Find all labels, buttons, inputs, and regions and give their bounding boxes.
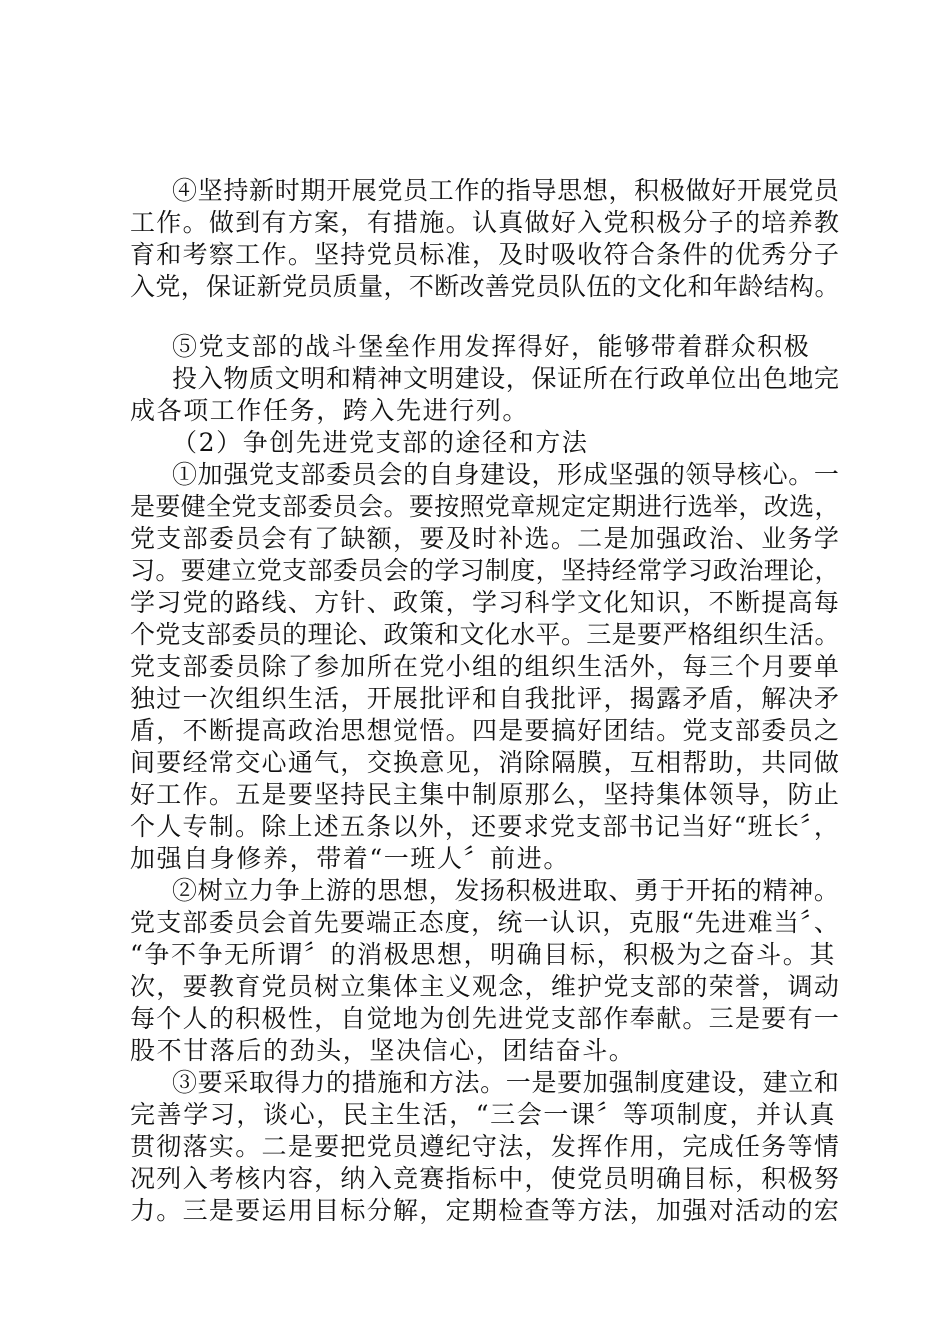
item1-line-7: 党支部委员除了参加所在党小组的组织生活外，每三个月要单 [130,652,841,681]
item3-line-2: 完善学习，谈心，民主生活，“三会一课〞等项制度，并认真 [130,1100,836,1129]
item2-line-6: 股不甘落后的劲头，坚决信心，团结奋斗。 [130,1036,636,1065]
item1-line-4: 习。要建立党支部委员会的学习制度，坚持经常学习政治理论， [130,556,840,585]
item2-line-5: 每个人的积极性，自觉地为创先进党支部作奉献。三是要有一 [130,1004,841,1033]
item3-line-1: ③要采取得力的措施和方法。一是要加强制度建设，建立和 [172,1068,840,1097]
para4-line-4: 入党，保证新党员质量，不断改善党员队伍的文化和年龄结构。 [130,272,840,301]
section-heading: （2）争创先进党支部的途径和方法 [172,428,589,457]
para4-line-3: 育和考察工作。坚持党员标准，及时吸收符合条件的优秀分子 [130,240,841,269]
item1-line-13: 加强自身修养，带着“一班人〞前进。 [130,844,570,873]
item1-line-5: 学习党的路线、方针、政策，学习科学文化知识，不断提高每 [130,588,841,617]
item1-line-2: 是要健全党支部委员会。要按照党章规定定期进行选举，改选， [130,492,840,521]
item2-line-3: “争不争无所谓〞的消极思想，明确目标，积极为之奋斗。其 [130,940,836,969]
para5-line-3: 成各项工作任务，跨入先进行列。 [130,396,530,425]
item1-line-8: 独过一次组织生活，开展批评和自我批评，揭露矛盾，解决矛 [130,684,841,713]
para5-line-2: 投入物质文明和精神文明建设，保证所在行政单位出色地完 [172,364,840,393]
item3-line-3: 贯彻落实。二是要把党员遵纪守法，发挥作用，完成任务等情 [130,1132,841,1161]
item1-line-1: ①加强党支部委员会的自身建设，形成坚强的领导核心。一 [172,460,840,489]
item2-line-4: 次，要教育党员树立集体主义观念，维护党支部的荣誉，调动 [130,972,841,1001]
item1-line-12: 个人专制。除上述五条以外，还要求党支部书记当好“班长〞， [130,812,841,841]
para5-line-1: ⑤党支部的战斗堡垒作用发挥得好，能够带着群众积极 [172,332,811,361]
item2-line-2: 党支部委员会首先要端正态度，统一认识，克服“先进难当〞、 [130,908,841,937]
para4-line-1: ④坚持新时期开展党员工作的指导思想，积极做好开展党员 [172,176,840,205]
item2-line-1: ②树立力争上游的思想，发扬积极进取、勇于开拓的精神。 [172,876,840,905]
item1-line-11: 好工作。五是要坚持民主集中制原那么，坚持集体领导，防止 [130,780,841,809]
item1-line-3: 党支部委员会有了缺额，要及时补选。二是加强政治、业务学 [130,524,841,553]
item1-line-9: 盾，不断提高政治思想觉悟。四是要搞好团结。党支部委员之 [130,716,841,745]
item3-line-4: 况列入考核内容，纳入竞赛指标中，使党员明确目标，积极努 [130,1164,841,1193]
item1-line-6: 个党支部委员的理论、政策和文化水平。三是要严格组织生活。 [130,620,840,649]
item3-line-5: 力。三是要运用目标分解，定期检查等方法，加强对活动的宏 [130,1196,841,1225]
para4-line-2: 工作。做到有方案，有措施。认真做好入党积极分子的培养教 [130,208,841,237]
item1-line-10: 间要经常交心通气，交换意见，消除隔膜，互相帮助，共同做 [130,748,841,777]
